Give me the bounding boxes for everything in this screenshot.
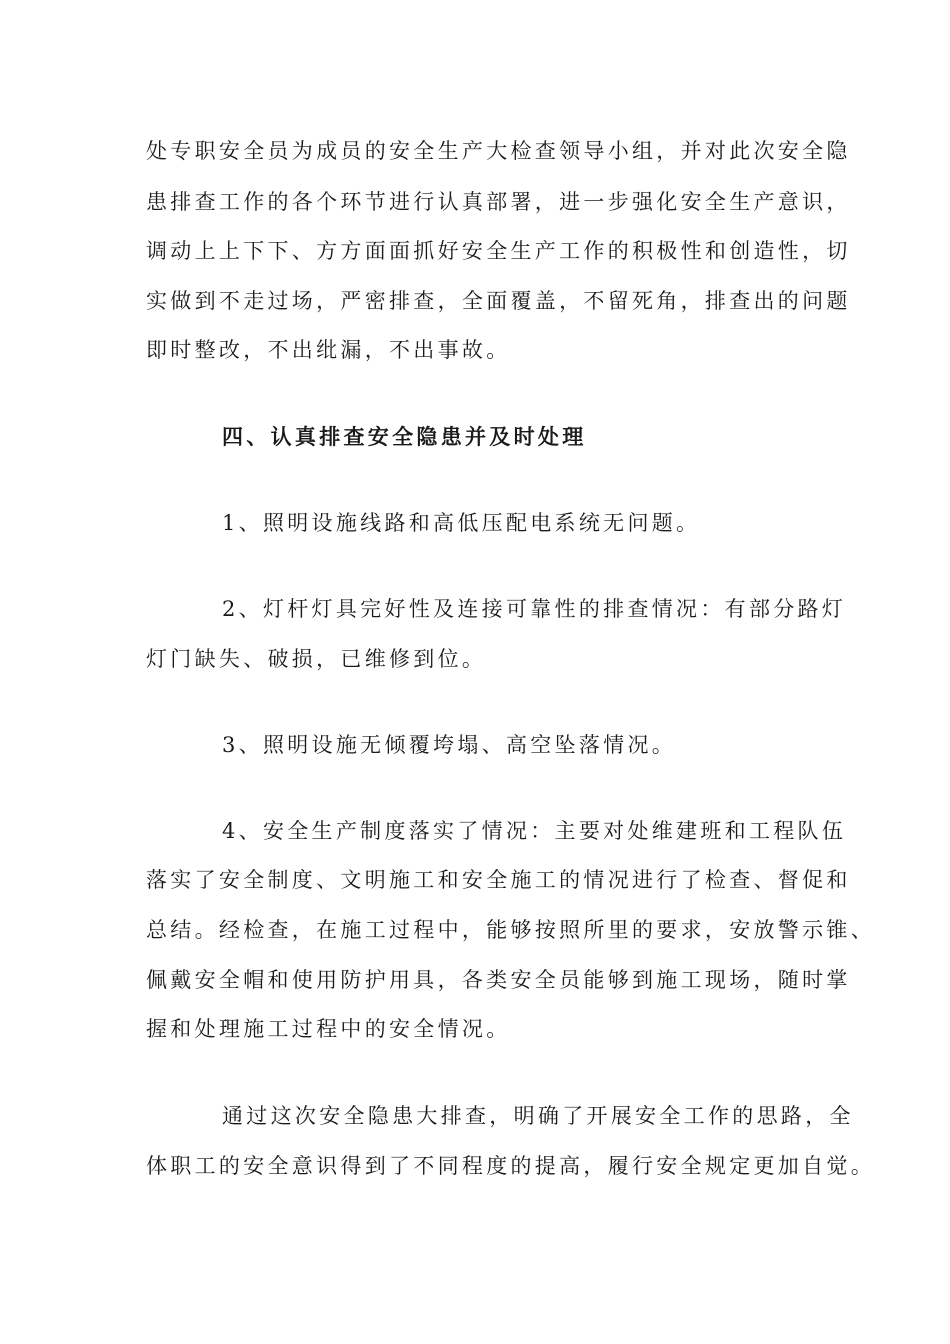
paragraph-line: 患排查工作的各个环节进行认真部署，进一步强化安全生产意识，	[146, 190, 851, 214]
paragraph-line: 通过这次安全隐患大排查，明确了开展安全工作的思路，全	[222, 1104, 854, 1128]
list-item-line: 灯门缺失、破损，已维修到位。	[146, 647, 487, 671]
section-heading: 四、认真排查安全隐患并及时处理	[222, 424, 587, 449]
list-item-line: 1、照明设施线路和高低压配电系统无问题。	[222, 511, 701, 535]
paragraph-line: 即时整改，不出纰漏，不出事故。	[146, 338, 511, 362]
paragraph-line: 处专职安全员为成员的安全生产大检查领导小组，并对此次安全隐	[146, 139, 851, 163]
paragraph-line: 体职工的安全意识得到了不同程度的提高，履行安全规定更加自觉。	[146, 1154, 875, 1178]
paragraph-line: 实做到不走过场，严密排查，全面覆盖，不留死角，排查出的问题	[146, 289, 851, 313]
paragraph-line: 调动上上下下、方方面面抓好安全生产工作的积极性和创造性，切	[146, 239, 851, 263]
list-item-line: 3、照明设施无倾覆垮塌、高空坠落情况。	[222, 733, 677, 757]
list-item-line: 佩戴安全帽和使用防护用具，各类安全员能够到施工现场，随时掌	[146, 968, 851, 992]
list-item-line: 握和处理施工过程中的安全情况。	[146, 1017, 511, 1041]
list-item-line: 落实了安全制度、文明施工和安全施工的情况进行了检查、督促和	[146, 868, 851, 892]
list-item-line: 总结。经检查，在施工过程中，能够按照所里的要求，安放警示锥、	[146, 918, 875, 942]
list-item-line: 4、安全生产制度落实了情况：主要对处维建班和工程队伍	[222, 819, 847, 843]
list-item-line: 2、灯杆灯具完好性及连接可靠性的排查情况：有部分路灯	[222, 597, 847, 621]
